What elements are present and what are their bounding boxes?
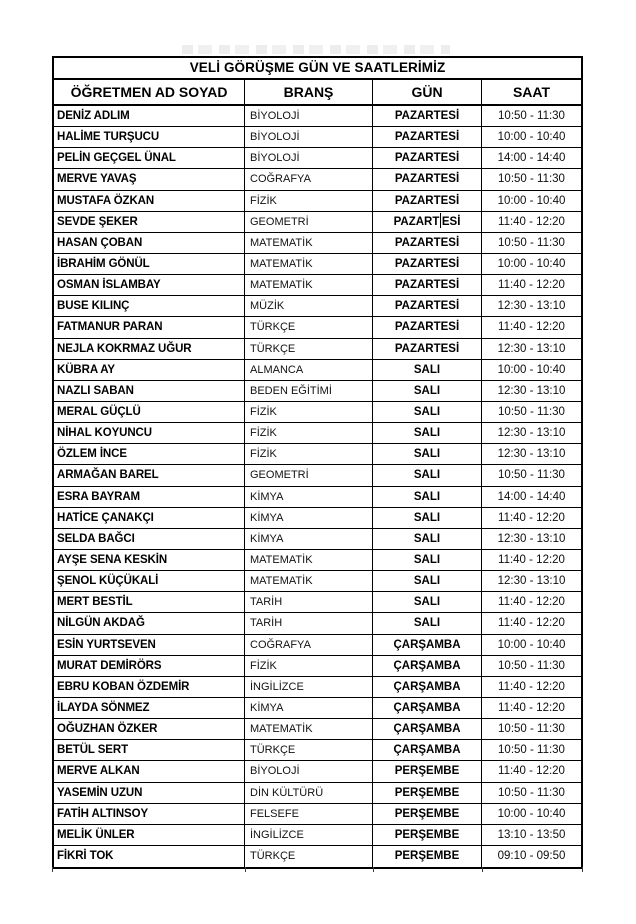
branch-cell: MATEMATİK — [245, 275, 373, 295]
day-cell: SALI — [373, 592, 482, 612]
day-cell: SALI — [373, 444, 482, 464]
branch-cell: COĞRAFYA — [245, 169, 373, 189]
day-cell: PERŞEMBE — [373, 846, 482, 867]
table-row — [54, 402, 581, 423]
time-cell: 10:50 - 11:30 — [498, 723, 565, 736]
table-row — [54, 444, 581, 465]
branch-cell: MATEMATİK — [245, 233, 373, 253]
branch-cell: BİYOLOJİ — [245, 127, 373, 147]
day-cell: PERŞEMBE — [373, 804, 482, 824]
table-row — [54, 212, 581, 233]
branch-cell: BİYOLOJİ — [245, 106, 373, 126]
teacher-name-cell: MURAT DEMİRÖRS — [54, 656, 245, 676]
teacher-name-cell: İLAYDA SÖNMEZ — [54, 698, 245, 718]
teacher-name-cell: NAZLI SABAN — [54, 381, 245, 401]
day-cell: SALI — [373, 381, 482, 401]
branch-cell: MÜZİK — [245, 296, 373, 316]
column-header-row — [54, 80, 581, 106]
day-cell: PAZARTESİ — [373, 233, 482, 253]
teacher-name-cell: MERAL GÜÇLÜ — [54, 402, 245, 422]
day-cell: PERŞEMBE — [373, 825, 482, 845]
teacher-name-cell: NİLGÜN AKDAĞ — [54, 613, 245, 633]
branch-cell: FİZİK — [245, 191, 373, 211]
time-cell: 10:00 - 10:40 — [497, 807, 566, 820]
table-row — [54, 846, 581, 867]
teacher-name-cell: NEJLA KOKRMAZ UĞUR — [54, 339, 245, 359]
table-row — [54, 169, 581, 190]
day-cell: PAZARTESİ — [373, 296, 482, 316]
time-cell: 09:10 - 09:50 — [497, 850, 566, 863]
branch-cell: GEOMETRİ — [245, 465, 373, 485]
time-cell: 10:50 - 11:30 — [498, 406, 565, 419]
table-row — [54, 825, 581, 846]
branch-cell: KİMYA — [245, 529, 373, 549]
branch-cell: TÜRKÇE — [245, 339, 373, 359]
teacher-name-cell: FATMANUR PARAN — [54, 317, 245, 337]
branch-cell: İNGİLİZCE — [245, 677, 373, 697]
time-cell: 11:40 - 12:20 — [498, 215, 565, 228]
column-header-teacher: ÖĞRETMEN AD SOYAD — [54, 80, 245, 104]
table-row — [54, 465, 581, 486]
time-cell: 11:40 - 12:20 — [498, 554, 565, 567]
branch-cell: FİZİK — [245, 444, 373, 464]
teacher-name-cell: PELİN GEÇGEL ÜNAL — [54, 148, 245, 168]
table-row — [54, 613, 581, 634]
branch-cell: MATEMATİK — [245, 719, 373, 739]
time-cell: 12:30 - 13:10 — [497, 448, 566, 461]
table-row — [54, 233, 581, 254]
time-cell: 10:00 - 10:40 — [497, 258, 566, 271]
time-cell: 11:40 - 12:20 — [498, 765, 565, 778]
table-row — [54, 106, 581, 127]
branch-cell: KİMYA — [245, 508, 373, 528]
table-row — [54, 761, 581, 782]
table-row — [54, 508, 581, 529]
time-cell: 10:00 - 10:40 — [497, 638, 566, 651]
column-header-branch: BRANŞ — [245, 80, 373, 104]
table-row — [54, 191, 581, 212]
time-cell: 13:10 - 13:50 — [497, 828, 566, 841]
teacher-name-cell: YASEMİN UZUN — [54, 783, 245, 803]
parent-meeting-schedule-table — [52, 56, 583, 869]
time-cell: 12:30 - 13:10 — [497, 384, 566, 397]
time-cell: 14:00 - 14:40 — [497, 152, 566, 165]
time-cell: 10:00 - 10:40 — [497, 363, 566, 376]
time-cell: 12:30 - 13:10 — [497, 575, 566, 588]
table-row — [54, 592, 581, 613]
time-cell: 10:00 - 10:40 — [497, 194, 566, 207]
teacher-name-cell: BUSE KILINÇ — [54, 296, 245, 316]
table-row — [54, 381, 581, 402]
teacher-name-cell: SELDA BAĞCI — [54, 529, 245, 549]
day-cell: PAZARTESİ — [373, 106, 482, 126]
teacher-name-cell: İBRAHİM GÖNÜL — [54, 254, 245, 274]
teacher-name-cell: MERVE ALKAN — [54, 761, 245, 781]
day-cell: ÇARŞAMBA — [373, 719, 482, 739]
time-cell: 11:40 - 12:20 — [498, 321, 565, 334]
table-title: VELİ GÖRÜŞME GÜN VE SAATLERİMİZ — [54, 58, 581, 80]
table-continuation-stub — [52, 867, 53, 872]
branch-cell: FELSEFE — [245, 804, 373, 824]
table-row — [54, 804, 581, 825]
teacher-name-cell: MERVE YAVAŞ — [54, 169, 245, 189]
table-row — [54, 254, 581, 275]
time-cell: 10:50 - 11:30 — [498, 236, 565, 249]
table-row — [54, 656, 581, 677]
time-cell: 10:50 - 11:30 — [498, 744, 565, 757]
day-cell: ÇARŞAMBA — [373, 635, 482, 655]
time-cell: 12:30 - 13:10 — [497, 342, 566, 355]
teacher-name-cell: HASAN ÇOBAN — [54, 233, 245, 253]
time-cell: 11:40 - 12:20 — [498, 511, 565, 524]
table-row — [54, 339, 581, 360]
day-cell: SALI — [373, 508, 482, 528]
teacher-name-cell: FİKRİ TOK — [54, 846, 245, 867]
table-row — [54, 677, 581, 698]
day-cell: ÇARŞAMBA — [373, 698, 482, 718]
column-header-day: GÜN — [373, 80, 482, 104]
day-cell: PAZARTESİ — [373, 169, 482, 189]
teacher-name-cell: MELİK ÜNLER — [54, 825, 245, 845]
teacher-name-cell: OĞUZHAN ÖZKER — [54, 719, 245, 739]
time-cell: 11:40 - 12:20 — [498, 279, 565, 292]
table-row — [54, 698, 581, 719]
branch-cell: MATEMATİK — [245, 254, 373, 274]
table-row — [54, 275, 581, 296]
day-cell: PAZARTESİ — [373, 127, 482, 147]
time-cell: 11:40 - 12:20 — [498, 617, 565, 630]
table-body — [54, 106, 581, 867]
day-cell: ÇARŞAMBA — [373, 656, 482, 676]
branch-cell: FİZİK — [245, 656, 373, 676]
branch-cell: BİYOLOJİ — [245, 761, 373, 781]
time-cell: 10:50 - 11:30 — [498, 173, 565, 186]
day-cell: SALI — [373, 360, 482, 380]
branch-cell: FİZİK — [245, 402, 373, 422]
day-cell: PERŞEMBE — [373, 761, 482, 781]
table-continuation-stub — [245, 867, 246, 872]
time-cell: 11:40 - 12:20 — [498, 596, 565, 609]
teacher-name-cell: SEVDE ŞEKER — [54, 212, 245, 232]
table-row — [54, 423, 581, 444]
time-cell: 10:50 - 11:30 — [498, 786, 565, 799]
branch-cell: TÜRKÇE — [245, 846, 373, 867]
teacher-name-cell: FATİH ALTINSOY — [54, 804, 245, 824]
table-row — [54, 317, 581, 338]
branch-cell: TARİH — [245, 592, 373, 612]
teacher-name-cell: HALİME TURŞUCU — [54, 127, 245, 147]
teacher-name-cell: ESİN YURTSEVEN — [54, 635, 245, 655]
column-header-time: SAAT — [512, 84, 551, 100]
teacher-name-cell: OSMAN İSLAMBAY — [54, 275, 245, 295]
day-cell: PAZART ESİ — [373, 212, 482, 232]
branch-cell: MATEMATİK — [245, 550, 373, 570]
time-cell: 12:30 - 13:10 — [497, 427, 566, 440]
teacher-name-cell: MERT BESTİL — [54, 592, 245, 612]
day-cell: SALI — [373, 571, 482, 591]
branch-cell: GEOMETRİ — [245, 212, 373, 232]
table-row — [54, 487, 581, 508]
table-row — [54, 635, 581, 656]
branch-cell: DİN KÜLTÜRÜ — [245, 783, 373, 803]
time-cell: 12:30 - 13:10 — [497, 532, 566, 545]
teacher-name-cell: ŞENOL KÜÇÜKALİ — [54, 571, 245, 591]
table-continuation-stub — [582, 867, 583, 872]
scan-ghost-artifact — [182, 45, 450, 54]
table-continuation-stub — [373, 867, 374, 872]
table-row — [54, 360, 581, 381]
day-cell: SALI — [373, 529, 482, 549]
branch-cell: ALMANCA — [245, 360, 373, 380]
day-cell: SALI — [373, 402, 482, 422]
teacher-name-cell: ARMAĞAN BAREL — [54, 465, 245, 485]
table-row — [54, 529, 581, 550]
day-cell: PAZARTESİ — [373, 191, 482, 211]
day-cell: PAZARTESİ — [373, 275, 482, 295]
teacher-name-cell: ÖZLEM İNCE — [54, 444, 245, 464]
branch-cell: BİYOLOJİ — [245, 148, 373, 168]
branch-cell: MATEMATİK — [245, 571, 373, 591]
table-row — [54, 127, 581, 148]
branch-cell: TARİH — [245, 613, 373, 633]
day-cell: PAZARTESİ — [373, 317, 482, 337]
teacher-name-cell: MUSTAFA ÖZKAN — [54, 191, 245, 211]
time-cell: 11:40 - 12:20 — [498, 702, 565, 714]
table-row — [54, 296, 581, 317]
teacher-name-cell: KÜBRA AY — [54, 360, 245, 380]
teacher-name-cell: EBRU KOBAN ÖZDEMİR — [54, 677, 245, 697]
branch-cell: FİZİK — [245, 423, 373, 443]
time-cell: 10:50 - 11:30 — [498, 110, 565, 123]
time-cell: 14:00 - 14:40 — [497, 490, 566, 503]
teacher-name-cell: HATİCE ÇANAKÇI — [54, 508, 245, 528]
day-cell: PAZARTESİ — [373, 254, 482, 274]
table-continuation-stub — [482, 867, 483, 872]
day-cell: SALI — [373, 613, 482, 633]
table-row — [54, 571, 581, 592]
branch-cell: TÜRKÇE — [245, 740, 373, 760]
teacher-name-cell: BETÜL SERT — [54, 740, 245, 760]
teacher-name-cell: DENİZ ADLIM — [54, 106, 245, 126]
branch-cell: BEDEN EĞİTİMİ — [245, 381, 373, 401]
day-cell: ÇARŞAMBA — [373, 740, 482, 760]
teacher-name-cell: AYŞE SENA KESKİN — [54, 550, 245, 570]
day-cell: SALI — [373, 550, 482, 570]
branch-cell: TÜRKÇE — [245, 317, 373, 337]
day-cell: PAZARTESİ — [373, 339, 482, 359]
time-cell: 10:00 - 10:40 — [497, 131, 566, 144]
day-cell: SALI — [373, 423, 482, 443]
time-cell: 10:50 - 11:30 — [498, 469, 565, 482]
table-row — [54, 719, 581, 740]
time-cell: 11:40 - 12:20 — [498, 680, 565, 693]
day-cell: ÇARŞAMBA — [373, 677, 482, 697]
branch-cell: KİMYA — [245, 487, 373, 507]
text-cursor-caret — [440, 213, 442, 228]
branch-cell: KİMYA — [245, 698, 373, 718]
branch-cell: COĞRAFYA — [245, 635, 373, 655]
day-cell: SALI — [373, 465, 482, 485]
branch-cell: İNGİLİZCE — [245, 825, 373, 845]
time-cell: 12:30 - 13:10 — [497, 300, 566, 313]
table-row — [54, 148, 581, 169]
teacher-name-cell: ESRA BAYRAM — [54, 487, 245, 507]
day-cell: PAZARTESİ — [373, 148, 482, 168]
table-row — [54, 783, 581, 804]
table-row — [54, 550, 581, 571]
table-row — [54, 740, 581, 761]
day-cell: SALI — [373, 487, 482, 507]
teacher-name-cell: NİHAL KOYUNCU — [54, 423, 245, 443]
day-cell: PERŞEMBE — [373, 783, 482, 803]
time-cell: 10:50 - 11:30 — [498, 659, 565, 672]
